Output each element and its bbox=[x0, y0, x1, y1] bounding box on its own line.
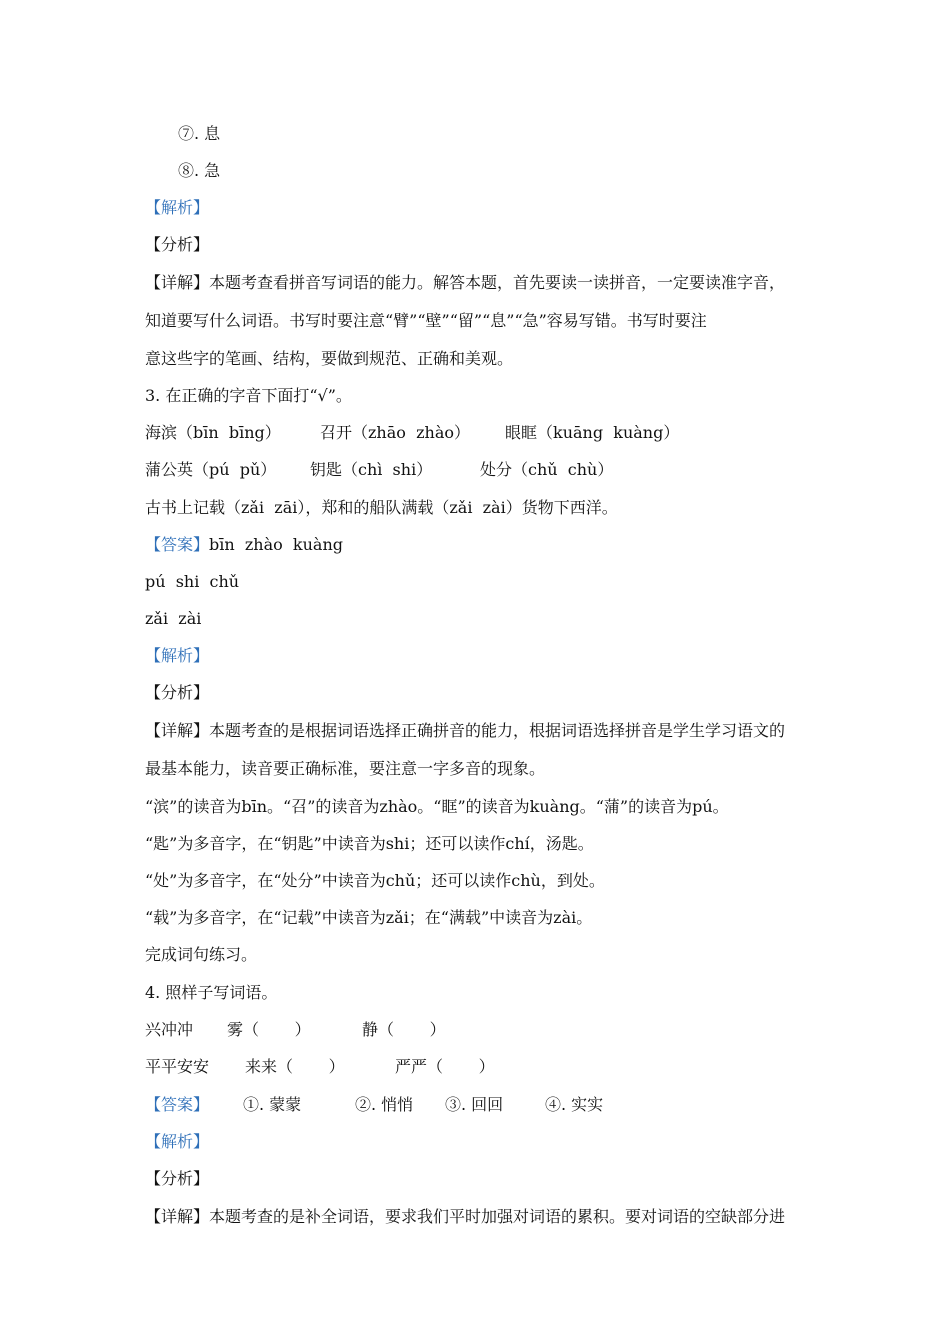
jiexi-tag-2: 【解析】 bbox=[145, 646, 210, 665]
xiangjie-text: 本题考查看拼音写词语的能力。解答本题，首先要读一读拼音，一定要读准字音， bbox=[209, 273, 786, 292]
q3-word-haibin: 海滨（bīn bīng） bbox=[145, 423, 281, 442]
q4-blank-jing: 静（ ） bbox=[362, 1020, 446, 1039]
q4-answer-4: ④. 实实 bbox=[545, 1095, 604, 1114]
q4-xiangjie-text: 本题考查的是补全词语，要求我们平时加强对词语的累积。要对词语的空缺部分进 bbox=[209, 1207, 786, 1226]
fenxi-tag-2: 【分析】 bbox=[145, 683, 210, 702]
q3-row-2 bbox=[145, 460, 613, 480]
q3-answer-line-2: pú shi chǔ bbox=[145, 572, 240, 591]
xiangjie-paragraph-1 bbox=[145, 273, 785, 293]
q3-word-yankuang: 眼眶（kuāng kuàng） bbox=[505, 423, 680, 442]
q3-xiangjie-paragraph bbox=[145, 721, 785, 741]
q4-blank-lailai: 来来（ ） bbox=[245, 1057, 345, 1076]
q4-row-2 bbox=[145, 1057, 495, 1077]
q4-answer-2: ②. 悄悄 bbox=[355, 1095, 414, 1114]
q3-row-1 bbox=[145, 423, 679, 443]
q3-xiangjie-line-7: 完成词句练习。 bbox=[145, 945, 258, 964]
q3-xiangjie-line-4: “匙”为多音字，在“钥匙”中读音为shi；还可以读作chí，汤匙。 bbox=[145, 834, 594, 853]
xiangjie-tag: 【详解】 bbox=[145, 273, 210, 292]
q3-answer-line-1 bbox=[145, 535, 343, 555]
q4-blank-wu: 雾（ ） bbox=[227, 1020, 311, 1039]
q3-word-yaoshi: 钥匙（chì shi） bbox=[310, 460, 433, 479]
q4-blank-yanyan: 严严（ ） bbox=[395, 1057, 495, 1076]
xiangjie-tag-2: 【详解】 bbox=[145, 721, 210, 740]
q3-word-zhaokai: 召开（zhāo zhào） bbox=[320, 423, 470, 442]
q3-xiangjie-line-6: “载”为多音字，在“记载”中读音为zǎi；在“满载”中读音为zài。 bbox=[145, 908, 593, 927]
q4-row-1 bbox=[145, 1020, 446, 1040]
item-8: ⑧. 急 bbox=[178, 161, 221, 180]
question-4-title: 4. 照样子写词语。 bbox=[145, 983, 278, 1002]
q3-row-3: 古书上记载（zǎi zāi），郑和的船队满载（zǎi zài）货物下西洋。 bbox=[145, 498, 618, 517]
q3-xiangjie-text: 本题考查的是根据词语选择正确拼音的能力，根据词语选择拼音是学生学习语文的 bbox=[209, 721, 786, 740]
item-7: ⑦. 息 bbox=[178, 124, 221, 143]
xiangjie-tag-3: 【详解】 bbox=[145, 1207, 210, 1226]
q3-xiangjie-line-2: 最基本能力，读音要正确标准，要注意一字多音的现象。 bbox=[145, 759, 546, 778]
q3-answer-text-1: bīn zhào kuàng bbox=[209, 535, 344, 554]
q4-xiangjie-paragraph bbox=[145, 1207, 785, 1227]
xiangjie-line-3: 意这些字的笔画、结构，要做到规范、正确和美观。 bbox=[145, 349, 514, 368]
daan-tag: 【答案】 bbox=[145, 535, 210, 554]
jiexi-tag: 【解析】 bbox=[145, 198, 210, 217]
q3-word-chufen: 处分（chǔ chù） bbox=[480, 460, 614, 479]
jiexi-tag-3: 【解析】 bbox=[145, 1132, 210, 1151]
fenxi-tag-3: 【分析】 bbox=[145, 1169, 210, 1188]
q4-answer-3: ③. 回回 bbox=[445, 1095, 504, 1114]
fenxi-tag: 【分析】 bbox=[145, 235, 210, 254]
q3-xiangjie-line-5: “处”为多音字，在“处分”中读音为chǔ；还可以读作chù，到处。 bbox=[145, 871, 605, 890]
q4-example-2: 平平安安 bbox=[145, 1057, 210, 1076]
q3-xiangjie-line-3: “滨”的读音为bīn。“召”的读音为zhào。“眶”的读音为kuàng。“蒲”的读音为pú。 bbox=[145, 797, 729, 816]
xiangjie-line-2: 知道要写什么词语。书写时要注意“臂”“壁”“留”“息”“急”容易写错。书写时要注 bbox=[145, 311, 707, 330]
q3-answer-line-3: zǎi zài bbox=[145, 609, 202, 628]
daan-tag-2: 【答案】 bbox=[145, 1095, 210, 1114]
question-3-title: 3. 在正确的字音下面打“√”。 bbox=[145, 386, 352, 405]
q4-answer-1: ①. 蒙蒙 bbox=[243, 1095, 302, 1114]
q4-example-1: 兴冲冲 bbox=[145, 1020, 194, 1039]
q3-word-pugongying: 蒲公英（pú pǔ） bbox=[145, 460, 277, 479]
q4-answer-line bbox=[145, 1095, 603, 1115]
